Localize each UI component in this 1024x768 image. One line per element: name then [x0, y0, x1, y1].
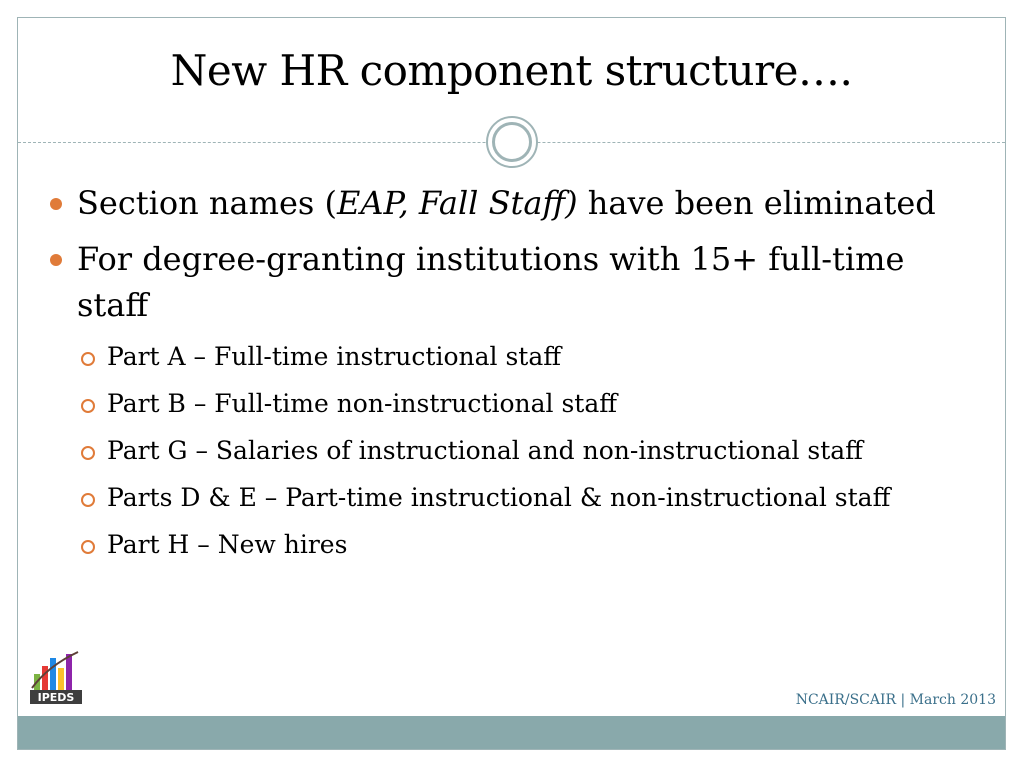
bullet-item	[50, 180, 980, 226]
sub-bullet-text: Part H – New hires	[107, 530, 348, 559]
sub-bullet-ring-icon	[81, 352, 95, 366]
sub-bullet-ring-icon	[81, 399, 95, 413]
divider-ornament-inner	[492, 122, 532, 162]
sub-bullet-text: Part G – Salaries of instructional and non-instructional staff	[107, 436, 863, 465]
bullet-dot-icon	[50, 198, 62, 210]
footer-bar	[18, 716, 1005, 749]
sub-bullet-text: Part A – Full-time instructional staff	[107, 342, 561, 371]
bullet-text-suffix: have been eliminated	[577, 184, 936, 222]
sub-bullet-text: Part B – Full-time non-instructional staff	[107, 389, 617, 418]
sub-bullet-ring-icon	[81, 493, 95, 507]
sub-bullet-ring-icon	[81, 446, 95, 460]
footer-text: NCAIR/SCAIR | March 2013	[795, 692, 996, 708]
bullet-text: For degree-granting institutions with 15+ full-time staff	[77, 240, 905, 324]
divider-ornament-icon	[486, 116, 538, 168]
sub-bullet-ring-icon	[81, 540, 95, 554]
slide-content	[50, 180, 980, 573]
sub-bullet-text: Parts D & E – Part-time instructional & non-instructional staff	[107, 483, 891, 512]
bullet-text-italic: EAP, Fall Staff)	[336, 184, 578, 222]
ipeds-logo-icon	[28, 648, 84, 706]
sub-bullet-item	[50, 432, 980, 470]
sub-bullet-item	[50, 526, 980, 564]
slide-title: New HR component structure….	[170, 46, 853, 95]
bullet-text-prefix: Section names (	[77, 184, 337, 222]
sub-bullet-item	[50, 338, 980, 376]
logo-text: IPEDS	[37, 691, 75, 704]
bullet-item	[50, 236, 980, 328]
sub-bullet-item	[50, 385, 980, 423]
sub-bullet-item	[50, 479, 980, 517]
bullet-dot-icon	[50, 254, 62, 266]
